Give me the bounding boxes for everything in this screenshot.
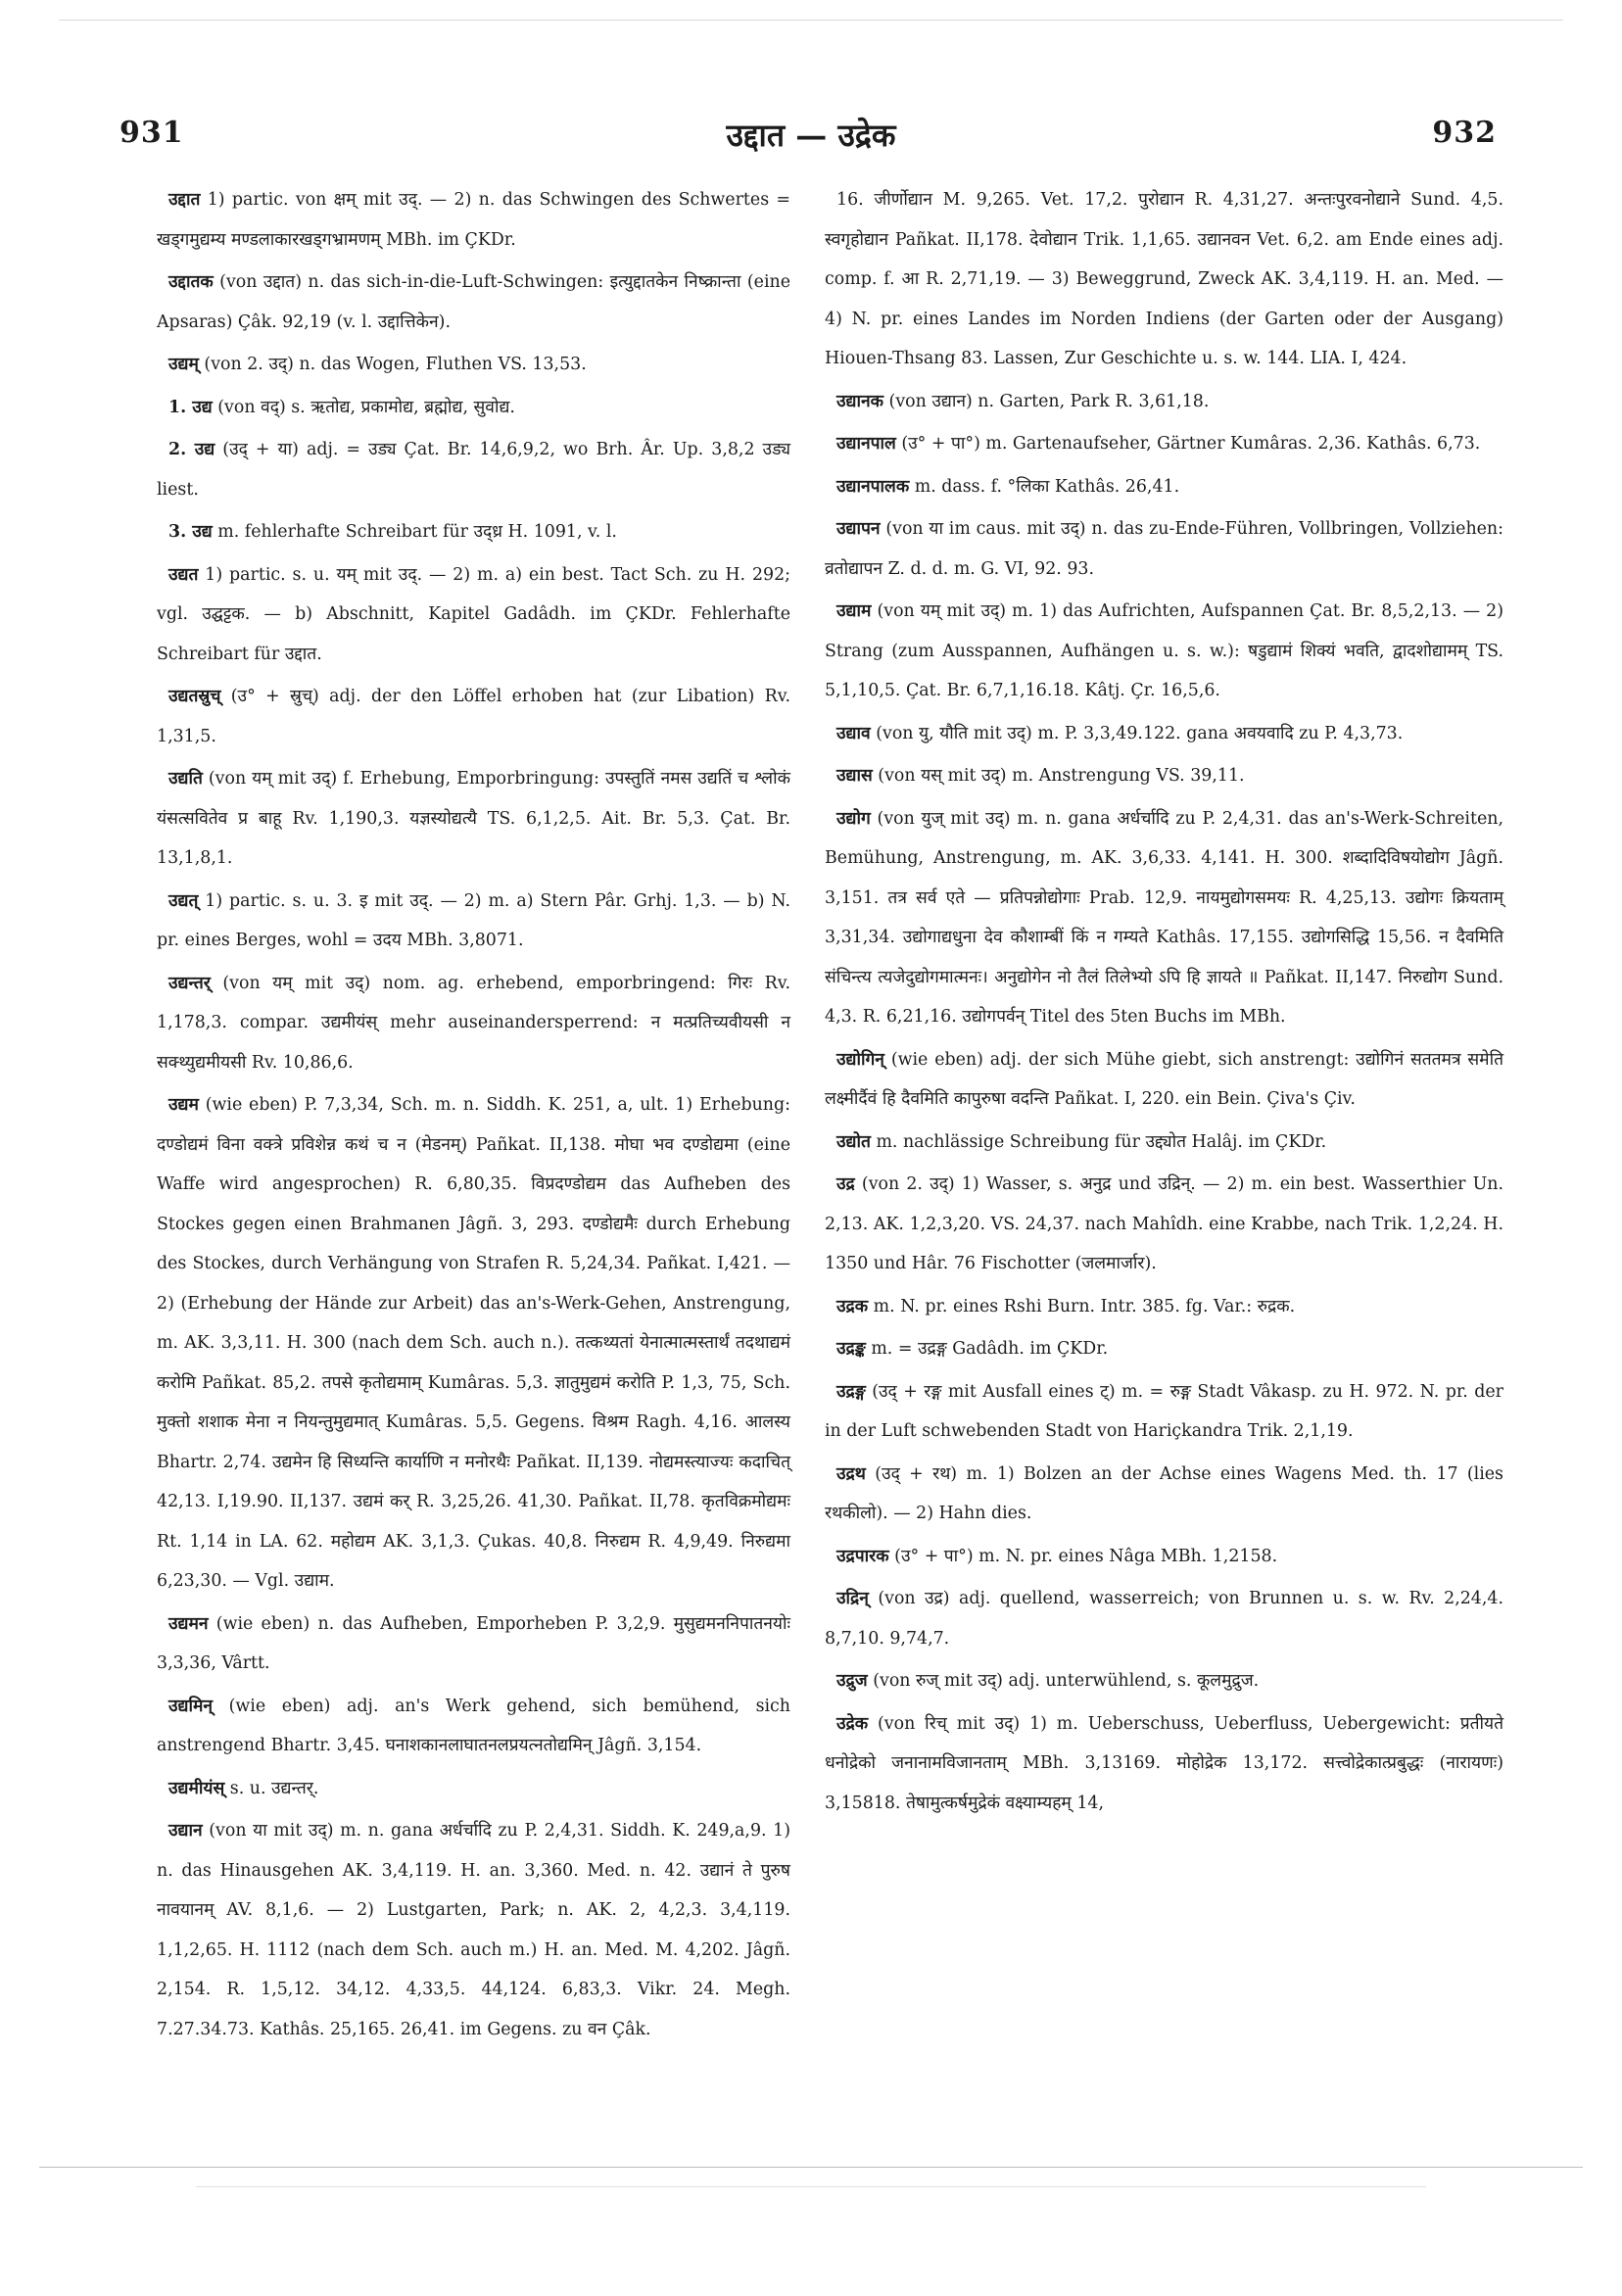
left-column xyxy=(157,180,790,2052)
dictionary-entry xyxy=(825,592,1503,711)
entry-headword: उद्याव xyxy=(836,723,871,743)
entry-text: (wie eben) n. das Aufheben, Emporheben P. 3,2,9. मुसुद्यमननिपातनयोः 3,3,36, Vârtt. xyxy=(157,1613,791,1673)
dictionary-entry xyxy=(157,555,790,675)
dictionary-entry xyxy=(825,1704,1503,1824)
entry-text: (von 2. उद्) n. das Wogen, Fluthen VS. 13,53. xyxy=(204,355,587,374)
entry-text: (उ° + पा°) m. N. pr. eines Nâga MBh. 1,2158. xyxy=(894,1546,1278,1566)
entry-text: (von उद्दात) n. das sich-in-die-Luft-Schwingen: इत्युद्दातकेन निष्क्रान्ता (eine Apsaras) Çâk. 92,19 (v. l. उद्दात्तिकेन). xyxy=(157,272,791,332)
entry-headword: उद्रेक xyxy=(836,1713,869,1734)
dictionary-entry xyxy=(157,512,790,552)
dictionary-entry xyxy=(157,1811,790,2049)
entry-text: (उद् + रङ्ग mit Ausfall eines ट्) m. = रुङ्ग Stadt Vâkasp. zu H. 972. N. pr. der in der Luft schwebenden Stadt von Hariçkandra Trik. 2,1,19. xyxy=(825,1381,1503,1441)
dictionary-entry xyxy=(157,677,790,756)
dictionary-entry xyxy=(825,382,1503,422)
dictionary-entry xyxy=(157,1604,790,1684)
entry-text: (von या im caus. mit उद्) n. das zu-Ende-Führen, Vollbringen, Vollziehen: व्रतोद्यापन Z. d. d. m. G. VI, 92. 93. xyxy=(825,519,1503,579)
dictionary-entry xyxy=(157,180,790,260)
dictionary-entry xyxy=(825,1661,1503,1701)
entry-text: (von रिच् mit उद्) 1) m. Ueberschuss, Ueberfluss, Uebergewicht: प्रतीयते धनोद्रेको जनानामविजानताम् MBh. 3,13169. मोहोद्रेक 13,172. सत्त्वोद्रेकात्प्रबुद्धः (नारायणः) 3,15818. तेषामुत्कर्षमुद्रेकं वक्ष्याम्यहम् 14, xyxy=(825,1713,1504,1813)
entry-text: (उ° + पा°) m. Gartenaufseher, Gärtner Kumâras. 2,36. Kathâs. 6,73. xyxy=(901,434,1481,454)
bottom-rule-faint xyxy=(196,2186,1426,2187)
entry-text: (von यु, यौति mit उद्) m. P. 3,3,49.122. gana अवयवादि zu P. 4,3,73. xyxy=(876,723,1404,743)
entry-text: (उ° + स्रुच्) adj. der den Löffel erhoben hat (zur Libation) Rv. 1,31,5. xyxy=(157,687,791,746)
dictionary-entry xyxy=(825,714,1503,754)
entry-text: (von या mit उद्) m. n. gana अर्धर्चादि zu P. 2,4,31. Siddh. K. 249,a,9. 1) n. das Hinausgehen AK. 3,4,119. H. an. 3,360. Med. n. 42. उद्यानं ते पुरुष नावयानम् AV. 8,1,6. — 2) Lustgarten, Park; n. AK. 2, 4,2,3. 3,4,119. 1,1,2,65. H. 1112 (nach dem Sch. auch m.) H. an. Med. M. 4,202. Jâgñ. 2,154. R. 1,5,12. 34,12. 4,33,5. 44,124. 6,83,3. Vikr. 24. Megh. 7.27.34.73. Kathâs. 25,165. 26,41. im Gegens. zu वन Çâk. xyxy=(157,1821,790,2039)
entry-text: 1) partic. von क्षम् mit उद्. — 2) n. das Schwingen des Schwertes = खड्गमुद्यम्य मण्डलाकारखड्गभ्रामणम् MBh. im ÇKDr. xyxy=(157,190,791,250)
entry-headword: उद्यम xyxy=(168,1095,199,1115)
dictionary-entry xyxy=(157,1085,790,1602)
entry-headword: उद्यानपाल xyxy=(836,434,896,454)
entry-headword: उद्याम xyxy=(836,601,872,621)
dictionary-entry xyxy=(157,1769,790,1809)
entry-text: (von रुज् mit उद्) adj. unterwühlend, s. कूलमुद्रुज. xyxy=(873,1671,1260,1691)
entry-headword: उद्यानक xyxy=(836,391,883,411)
entry-headword: उद्रक xyxy=(836,1296,869,1316)
dictionary-entry xyxy=(825,1455,1503,1534)
right-page-number: 932 xyxy=(1432,116,1497,150)
dictionary-entry xyxy=(157,882,790,961)
entry-text: (von उद्र) adj. quellend, wasserreich; von Brunnen u. s. w. Rv. 2,24,4. 8,7,10. 9,74,7. xyxy=(825,1589,1503,1649)
dictionary-entry xyxy=(157,430,790,509)
entry-text: (wie eben) P. 7,3,34, Sch. m. n. Siddh. K. 251, a, ult. 1) Erhebung: दण्डोद्यमं विना वक्त्रे प्रविशेन्न कथं च न (मेडनम्) Pañkat. II,138. मोघा भव दण्डोद्यमा (eine Waffe wird angesprochen) R. 6,80,35. विप्रदण्डोद्यम das Aufheben des Stockes gegen einen Brahmanen Jâgñ. 3, 293. दण्डोद्यमैः durch Erhebung des Stockes, durch Verhängung von Strafen R. 5,24,34. Pañkat. I,421. — 2) (Erhebung der Hände zur Arbeit) das an's-Werk-Gehen, Anstrengung, m. AK. 3,3,11. H. 300 (nach dem Sch. auch n.). तत्कथ्यतां येनात्मात्मस्तार्थं तदथाद्यमं करोमि Pañkat. 85,2. तपसे कृतोद्यमाम् Kumâras. 5,3. ज्ञातुमुद्यमं करोति P. 1,3, 75, Sch. मुक्तो शशाक मेना न नियन्तुमुद्यमात् Kumâras. 5,5. Gegens. विश्रम Ragh. 4,16. आलस्य Bhartr. 2,74. उद्यमेन हि सिध्यन्ति कार्याणि न मनोरथैः Pañkat. II,139. नोद्यमस्त्याज्यः कदाचित् 42,13. I,19.90. II,137. उद्यमं कर् R. 3,25,26. 41,30. Pañkat. II,78. कृतविक्रमोद्यमः Rt. 1,14 in LA. 62. महोद्यम AK. 3,1,3. Çukas. 40,8. निरुद्यम R. 4,9,49. निरुद्यमा 6,23,30. — Vgl. उद्याम. xyxy=(157,1095,790,1591)
dictionary-entry xyxy=(157,759,790,879)
dictionary-entry xyxy=(825,756,1503,796)
dictionary-entry xyxy=(825,424,1503,464)
entry-headword: उद्यत् xyxy=(168,890,199,911)
dictionary-entry xyxy=(825,799,1503,1037)
dictionary-entry xyxy=(825,509,1503,589)
right-column xyxy=(825,180,1503,1826)
entry-text: 1) partic. s. u. यम् mit उद्. — 2) m. a) ein best. Tact Sch. zu H. 292; vgl. उद्घट्टक. — b) Abschnitt, Kapitel Gadâdh. im ÇKDr. Fehlerhafte Schreibart für उद्दात. xyxy=(157,564,791,664)
dictionary-entry xyxy=(825,1165,1503,1284)
dictionary-entry xyxy=(157,964,790,1083)
entry-headword: उद्यमन xyxy=(168,1613,209,1634)
entry-text: (wie eben) adj. an's Werk gehend, sich bemühend, sich anstrengend Bhartr. 3,45. घनाशकानलाघातनलप्रयत्नतोद्यमिन् Jâgñ. 3,154. xyxy=(157,1696,790,1755)
entry-headword: उद्यास xyxy=(836,766,873,786)
entry-text: (von यम् mit उद्) f. Erhebung, Emporbringung: उपस्तुतिं नमस उद्यतिं च श्लोकं यंसत्सवितेव प्र बाहू Rv. 1,190,3. यज्ञस्योद्यत्यै TS. 6,1,2,5. Ait. Br. 5,3. Çat. Br. 13,1,8,1. xyxy=(157,769,790,868)
entry-text: (von यम् mit उद्) m. 1) das Aufrichten, Aufspannen Çat. Br. 8,5,2,13. — 2) Strang (zum Ausspannen, Aufhängen u. s. w.): षडुद्यामं शिक्यं भवति, द्वादशोद्यामम् TS. 5,1,10,5. Çat. Br. 6,7,1,16.18. Kâtj. Çr. 16,5,6. xyxy=(825,601,1503,700)
dictionary-entry xyxy=(825,180,1503,379)
entry-text: (von वद्) s. ऋतोद्य, प्रकामोद्य, ब्रह्मोद्य, सुवोद्य. xyxy=(217,397,515,417)
bottom-rule xyxy=(39,2167,1583,2168)
entry-headword: उद्योत xyxy=(836,1131,871,1152)
headword-range: उद्दात — उद्रेक xyxy=(726,117,896,154)
entry-headword: उद्यानपालक xyxy=(836,476,910,497)
entry-headword: उद्यतस्रुच् xyxy=(168,687,221,706)
entry-headword: उद्यति xyxy=(168,769,203,789)
entry-headword: उद्यमीयंस् xyxy=(168,1778,225,1798)
entry-text: 16. जीर्णोद्यान M. 9,265. Vet. 17,2. पुरोद्यान R. 4,31,27. अन्तःपुरवनोद्याने Sund. 4,5. स्वगृहोद्यान Pañkat. II,178. देवोद्यान Trik. 1,1,65. उद्यानवन Vet. 6,2. am Ende eines adj. comp. f. आ R. 2,71,19. — 3) Beweggrund, Zweck AK. 3,4,119. H. an. Med. — 4) N. pr. eines Landes im Norden Indiens (der Garten oder der Ausgang) Hiouen-Thsang 83. Lassen, Zur Geschichte u. s. w. 144. LIA. I, 424. xyxy=(825,190,1503,368)
entry-text: m. = उद्रङ्ग Gadâdh. im ÇKDr. xyxy=(871,1339,1109,1359)
dictionary-entry xyxy=(157,263,790,342)
entry-headword: उद्र xyxy=(836,1174,855,1194)
entry-headword: उद्रिन् xyxy=(836,1589,869,1608)
dictionary-entry xyxy=(825,1040,1503,1120)
entry-headword: उद्यन्तर् xyxy=(168,973,211,993)
entry-text: m. fehlerhafte Schreibart für उद्ध्र H. 1091, v. l. xyxy=(217,522,617,542)
entry-text: (von यम् mit उद्) nom. ag. erhebend, emporbringend: गिरः Rv. 1,178,3. compar. उद्यमीयंस् mehr auseinandersperrend: न मत्प्रतिच्यवीयसी न सक्थ्युद्यमीयसी Rv. 10,86,6. xyxy=(157,973,790,1073)
dictionary-entry xyxy=(825,1372,1503,1452)
entry-text: (उद् + या) adj. = उड्य Çat. Br. 14,6,9,2, wo Brh. Âr. Up. 3,8,2 उड्य liest. xyxy=(157,440,790,500)
dictionary-entry xyxy=(825,1537,1503,1577)
entry-headword: उद्यत xyxy=(168,564,199,585)
entry-headword: उद्रङ्क xyxy=(836,1339,866,1359)
dictionary-entry xyxy=(157,1687,790,1766)
dictionary-entry xyxy=(825,1579,1503,1658)
page-header xyxy=(0,116,1622,165)
entry-headword: उद्योग xyxy=(836,808,871,829)
entry-headword: उद्रङ्ग xyxy=(836,1381,866,1402)
entry-text: 1) partic. s. u. 3. इ mit उद्. — 2) m. a) Stern Pâr. Grhj. 1,3. — b) N. pr. eines Berges, wohl = उदय MBh. 3,8071. xyxy=(157,890,791,950)
entry-text: (von युज् mit उद्) m. n. gana अर्धर्चादि zu P. 2,4,31. das an's-Werk-Schreiten, Bemühung, Anstrengung, m. AK. 3,6,33. 4,141. H. 300. शब्दादिविषयोद्योग Jâgñ. 3,151. तत्र सर्व एते — प्रतिपन्नोद्योगाः Prab. 12,9. नायमुद्योगसमयः R. 4,25,13. उद्योगः क्रियताम् 3,31,34. उद्योगाद्यधुना देव कौशाम्बीं किं न गम्यते Kathâs. 17,155. उद्योगसिद्धि 15,56. न दैवमिति संचिन्त्य त्यजेदुद्योगमात्मनः। अनुद्योगेन नो तैलं तिलेभ्यो ऽपि हि ज्ञायते ॥ Pañkat. II,147. निरुद्योग Sund. 4,3. R. 6,21,16. उद्योगपर्वन् Titel des 5ten Buchs im MBh. xyxy=(825,808,1503,1027)
entry-text: m. N. pr. eines Rshi Burn. Intr. 385. fg. Var.: रुद्रक. xyxy=(873,1296,1296,1316)
entry-text: (wie eben) adj. der sich Mühe giebt, sich anstrengt: उद्योगिनं सततमत्र समेति लक्ष्मीर्दैवं हि दैवमिति कापुरुषा वदन्ति Pañkat. I, 220. ein Bein. Çiva's Çiv. xyxy=(825,1049,1503,1109)
entry-headword: उद्दात xyxy=(168,190,201,210)
entry-headword: 2. उद्य xyxy=(168,440,215,459)
dictionary-entry xyxy=(157,388,790,428)
entry-headword: उद्रथ xyxy=(836,1463,866,1484)
entry-headword: 1. उद्य xyxy=(168,397,213,417)
entry-headword: उद्रपारक xyxy=(836,1546,889,1566)
left-page-number: 931 xyxy=(119,116,184,150)
entry-headword: 3. उद्य xyxy=(168,522,213,542)
entry-text: (von 2. उद्) 1) Wasser, s. अनुद्र und उद्रिन्. — 2) m. ein best. Wasserthier Un. 2,13. AK. 1,2,3,20. VS. 24,37. nach Mahîdh. eine Krabbe, nach Trik. 1,2,24. H. 1350 und Hâr. 76 Fischotter (जलमार्जार). xyxy=(825,1174,1503,1273)
dictionary-entry xyxy=(825,467,1503,507)
top-edge-line xyxy=(59,20,1563,21)
entry-headword: उद्यापन xyxy=(836,519,881,539)
dictionary-entry xyxy=(825,1329,1503,1369)
entry-text: m. dass. f. °लिका Kathâs. 26,41. xyxy=(914,476,1180,497)
dictionary-entry xyxy=(825,1123,1503,1163)
dictionary-entry xyxy=(157,345,790,385)
entry-text: m. nachlässige Schreibung für उद्द्योत Halâj. im ÇKDr. xyxy=(876,1131,1327,1152)
entry-headword: उद्यमिन् xyxy=(168,1696,214,1716)
entry-headword: उद्रुज xyxy=(836,1671,868,1691)
entry-headword: उद्यम् xyxy=(168,355,199,374)
entry-text: (उद् + रथ) m. 1) Bolzen an der Achse eines Wagens Med. th. 17 (lies रथकीलो). — 2) Hahn dies. xyxy=(825,1463,1503,1523)
entry-text: s. u. उद्यन्तर्. xyxy=(229,1778,319,1798)
entry-text: (von यस् mit उद्) m. Anstrengung VS. 39,11. xyxy=(878,766,1245,786)
dictionary-entry xyxy=(825,1287,1503,1327)
entry-headword: उद्योगिन् xyxy=(836,1049,884,1070)
entry-headword: उद्दातक xyxy=(168,272,214,292)
entry-text: (von उद्यान) n. Garten, Park R. 3,61,18. xyxy=(888,391,1210,411)
entry-headword: उद्यान xyxy=(168,1821,203,1841)
